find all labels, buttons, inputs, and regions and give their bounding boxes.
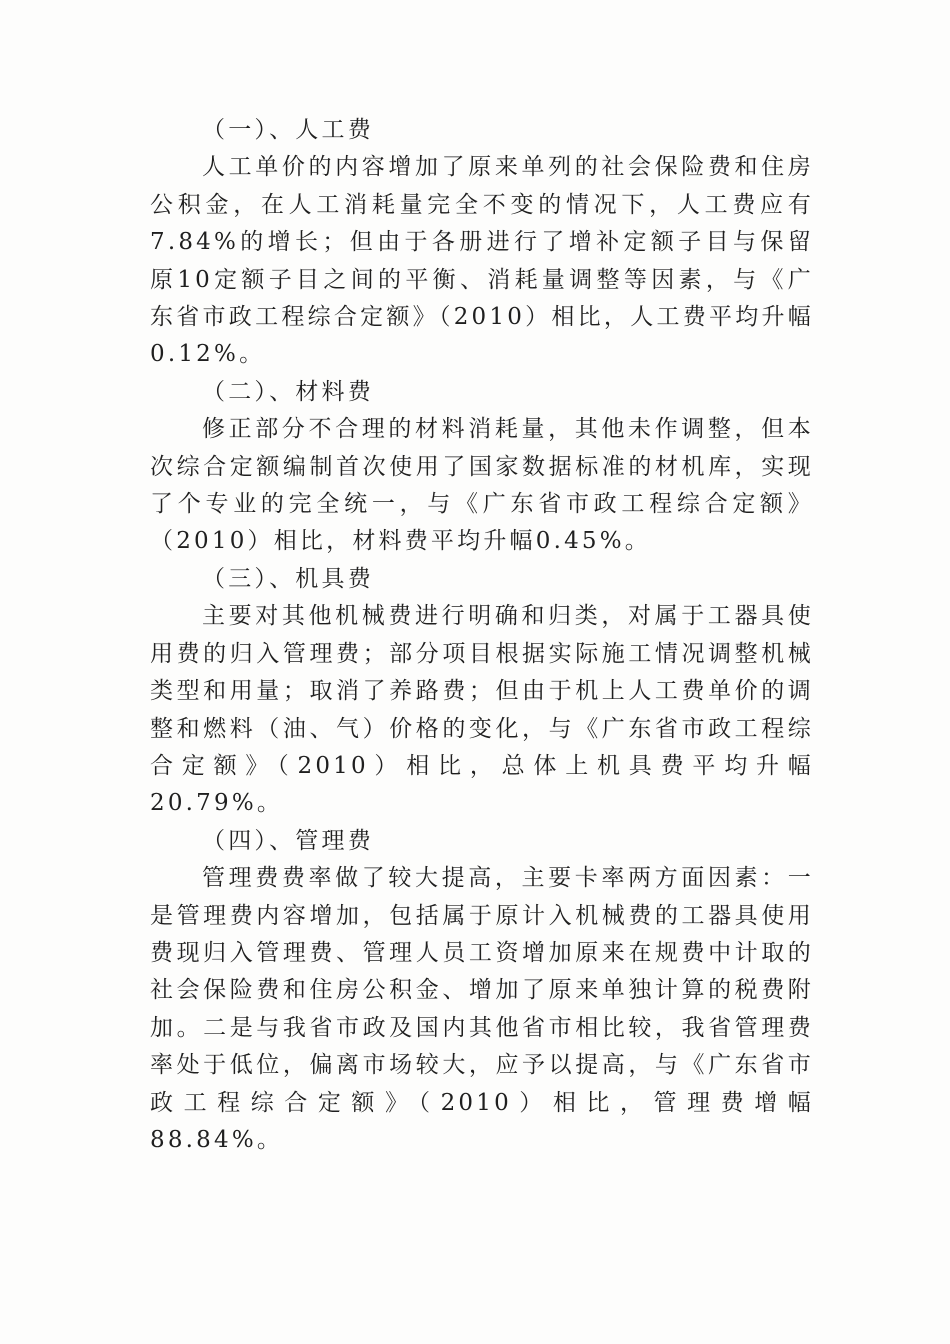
section-body-labor: 人工单价的内容增加了原来单列的社会保险费和住房公积金，在人工消耗量完全不变的情况下，人工费应有7.84%的增长；但由于各册进行了增补定额子目与保留原10定额子目之间的平衡、消耗量调整等因素，与《广东省市政工程综合定额》（2010）相比，人工费平均升幅0.12%。 xyxy=(150,154,814,368)
section-heading-labor: （一）、人工费 xyxy=(202,117,374,143)
section-heading-management: （四）、管理费 xyxy=(202,827,374,854)
section-body-machinery: 主要对其他机械费进行明确和归类，对属于工器具使用费的归入管理费；部分项目根据实际施工情况调整机械类型和用量；取消了养路费；但由于机上人工费单价的调整和燃料（油、气）价格的变化，与《广东省市政工程综合定额》（2010）相比，总体上机具费平均升幅20.79%。 xyxy=(150,603,814,817)
section-body-materials: 修正部分不合理的材料消耗量，其他未作调整，但本次综合定额编制首次使用了国家数据标准的材机库，实现了个专业的完全统一，与《广东省市政工程综合定额》（2010）相比，材料费平均升幅0.45%。 xyxy=(150,416,814,555)
section-body-management: 管理费费率做了较大提高，主要卡率两方面因素：一是管理费内容增加，包括属于原计入机械费的工器具使用费现归入管理费、管理人员工资增加原来在规费中计取的社会保险费和住房公积金、增加了原来单独计算的税费附加。二是与我省市政及国内其他省市相比较，我省管理费率处于低位，偏离市场较大，应予以提高，与《广东省市政工程综合定额》（2010）相比，管理费增幅88.84%。 xyxy=(150,865,814,1153)
section-heading-machinery: （三）、机具费 xyxy=(202,565,374,592)
document-body xyxy=(150,112,814,1159)
section-heading-materials: （二）、材料费 xyxy=(202,378,374,405)
